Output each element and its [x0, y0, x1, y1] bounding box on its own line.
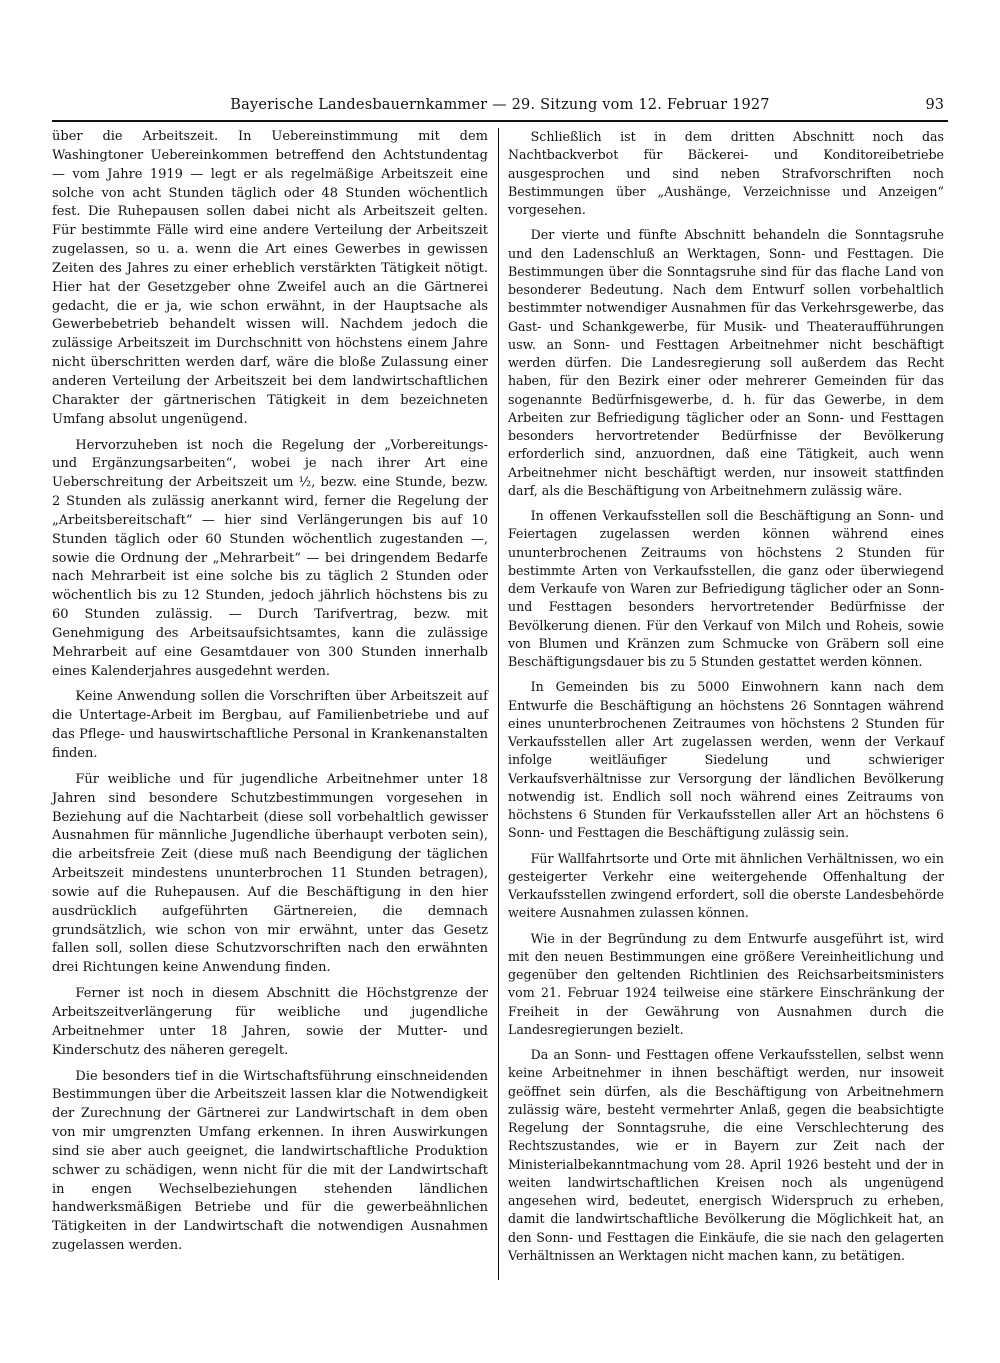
running-header	[52, 94, 948, 116]
paragraph: Die besonders tief in die Wirtschaftsführung einschneidenden Bestimmungen über die Arbeitszeit lassen klar die Notwendigkeit der Zurechnung der Gärtnerei zur Landwirtschaft in dem oben von mir umgrenzten Umfang erkennen. In ihren Auswirkungen sind sie aber auch geeignet, die landwirtschaftliche Produktion schwer zu schädigen, wenn nicht für die mit der Landwirtschaft in engen Wechselbeziehungen stehenden ländlichen handwerksmäßigen Betriebe und für die gewerbeähnlichen Tätigkeiten in der Landwirtschaft die notwendigen Ausnahmen zugelassen werden.	[52, 1068, 488, 1254]
page	[52, 0, 948, 1363]
paragraph: Der vierte und fünfte Abschnitt behandeln die Sonntagsruhe und den Ladenschluß an Werktagen, Sonn- und Festtagen. Die Bestimmungen über die Sonntagsruhe sind für das flache Land von besonderer Bedeutung. Nach dem Entwurf sollen vorbehaltlich bestimmter notwendiger Ausnahmen für das Verkehrsgewerbe, das Gast- und Schankgewerbe, für Musik- und Theateraufführungen usw. an Sonn- und Festtagen Arbeitnehmer nicht beschäftigt werden dürfen. Die Landesregierung soll außerdem das Recht haben, für den Bezirk einer oder mehrerer Gemeinden für das sogenannte Bedürfnisgewerbe, d. h. für das Gewerbe, in dem Arbeiten zur Befriedigung täglicher oder an Sonn- und Festtagen besonders hervortretender Bedürfnisse der Bevölkerung erforderlich sind, anzuordnen, daß eine Tätigkeit, auch wenn Arbeitnehmer nicht beschäftigt werden, nur insoweit stattfinden darf, als die Beschäftigung von Arbeitnehmern zulässig wäre.	[508, 227, 944, 498]
paragraph: Für weibliche und für jugendliche Arbeitnehmer unter 18 Jahren sind besondere Schutzbestimmungen vorgesehen in Beziehung auf die Nachtarbeit (diese soll vorbehaltlich gewisser Ausnahmen für männliche Jugendliche überhaupt verboten sein), die arbeitsfreie Zeit (diese muß nach Beendigung der täglichen Arbeitszeit mindestens ununterbrochen 11 Stunden betragen), sowie auf die Ruhepausen. Auf die Beschäftigung in den hier ausdrücklich aufgeführten Gärtnereien, die demnach grundsätzlich, wie schon von mir erwähnt, unter das Gesetz fallen soll, sollen diese Schutzvorschriften nach den erwähnten drei Richtungen keine Anwendung finden.	[52, 771, 488, 976]
left-column	[52, 128, 488, 1263]
paragraph: über die Arbeitszeit. In Uebereinstimmung mit dem Washingtoner Uebereinkommen betreffend den Achtstundentag — vom Jahre 1919 — legt er als regelmäßige Arbeitszeit eine solche von acht Stunden täglich oder 48 Stunden wöchentlich fest. Die Ruhepausen sollen dabei nicht als Arbeitszeit gelten. Für bestimmte Fälle wird eine andere Verteilung der Arbeitszeit zugelassen, so u. a. wenn die Art eines Gewerbes in gewissen Zeiten des Jahres zu einer erheblich verstärkten Tätigkeit nötigt. Hier hat der Gesetzgeber ohne Zweifel auch an die Gärtnerei gedacht, die er ja, wie schon erwähnt, in der Hauptsache als Gewerbebetrieb behandelt wissen will. Nachdem jedoch die zulässige Arbeitszeit im Durchschnitt von höchstens einem Jahre nicht überschritten werden darf, wäre die bloße Zulassung einer anderen Verteilung der Arbeitszeit bei dem landwirtschaftlichen Charakter der gärtnerischen Tätigkeit in dem bezeichneten Umfang absolut ungenügend.	[52, 129, 488, 427]
paragraph: Da an Sonn- und Festtagen offene Verkaufsstellen, selbst wenn keine Arbeitnehmer in ihnen beschäftigt werden, nur insoweit geöffnet sein dürfen, als die Beschäftigung von Arbeitnehmern zulässig wäre, besteht vermehrter Anlaß, gegen die beabsichtigte Regelung der Sonntagsruhe, die eine Verschlechterung des Rechtszustandes, wie er in Bayern zur Zeit nach der Ministerialbekanntmachung vom 28. April 1926 besteht und der in weiten landwirtschaftlichen Kreisen noch als ungenügend angesehen wird, bedeutet, energisch Widerspruch zu erheben, damit die landwirtschaftliche Bevölkerung die Möglichkeit hat, an den Sonn- und Festtagen die Einkäufe, die sie nach den gelagerten Verhältnissen an Werktagen nicht machen kann, zu betätigen.	[508, 1047, 944, 1263]
right-column	[508, 128, 944, 1272]
page-number: 93	[925, 97, 944, 113]
paragraph: In Gemeinden bis zu 5000 Einwohnern kann nach dem Entwurfe die Beschäftigung an höchstens 26 Sonntagen während eines ununterbrochenen Zeitraumes von höchstens 2 Stunden für Verkaufsstellen aller Art zugelassen werden, wenn der Verkauf infolge weitläufiger Siedelung und schwieriger Verkaufsverhältnisse zur Versorgung der ländlichen Bevölkerung notwendig ist. Endlich soll noch während eines Zeitraums von höchstens 6 Stunden für Verkaufsstellen aller Art an höchstens 6 Sonn- und Festtagen die Beschäftigung zulässig sein.	[508, 679, 944, 841]
paragraph: Für Wallfahrtsorte und Orte mit ähnlichen Verhältnissen, wo ein gesteigerter Verkehr eine weitergehende Offenhaltung der Verkaufsstellen zwingend erfordert, soll die oberste Landesbehörde weitere Ausnahmen zulassen können.	[508, 850, 944, 921]
header-rule	[52, 120, 948, 122]
paragraph: Wie in der Begründung zu dem Entwurfe ausgeführt ist, wird mit den neuen Bestimmungen eine größere Vereinheitlichung und gegenüber den geltenden Richtlinien des Reichsarbeitsministers vom 21. Februar 1924 teilweise eine stärkere Einschränkung der Freiheit in der Gewährung von Ausnahmen durch die Landesregierungen bezielt.	[508, 930, 944, 1037]
running-title: Bayerische Landesbauernkammer — 29. Sitzung vom 12. Februar 1927	[230, 97, 770, 113]
paragraph: Schließlich ist in dem dritten Abschnitt noch das Nachtbackverbot für Bäckerei- und Konditoreibetriebe ausgesprochen und sind neben Strafvorschriften noch Bestimmungen über „Aushänge, Verzeichnisse und Anzeigen“ vorgesehen.	[508, 129, 944, 217]
paragraph: In offenen Verkaufsstellen soll die Beschäftigung an Sonn- und Feiertagen zugelassen werden können während eines ununterbrochenen Zeitraums von höchstens 2 Stunden für bestimmte Arten von Verkaufsstellen, die ganz oder überwiegend dem Verkaufe von Waren zur Befriedigung täglicher oder an Sonn- und Festtagen besonders hervortretender Bedürfnisse der Bevölkerung dienen. Für den Verkauf von Milch und Roheis, sowie von Blumen und Kränzen zum Schmucke von Gräbern soll eine Beschäftigungsdauer bis zu 5 Stunden gestattet werden können.	[508, 508, 944, 669]
paragraph: Hervorzuheben ist noch die Regelung der „Vorbereitungs- und Ergänzungsarbeiten“, wobei je nach ihrer Art eine Ueberschreitung der Arbeitszeit um ½, bezw. eine Stunde, bezw. 2 Stunden als zulässig anerkannt wird, ferner die Regelung der „Arbeitsbereitschaft“ — hier sind Verlängerungen bis auf 10 Stunden täglich oder 60 Stunden wöchentlich zugestanden —, sowie die Ordnung der „Mehrarbeit“ — bei dringendem Bedarfe nach Mehrarbeit ist eine solche bis zu täglich 2 Stunden oder wöchentlich bis zu 12 Stunden, jedoch jährlich höchstens bis zu 60 Stunden zulässig. — Durch Tarifvertrag, bezw. mit Genehmigung des Arbeitsaufsichtsamtes, kann die zulässige Mehrarbeit auf eine Gesamtdauer von 300 Stunden innerhalb eines Kalenderjahres ausgedehnt werden.	[52, 437, 488, 679]
paragraph: Keine Anwendung sollen die Vorschriften über Arbeitszeit auf die Untertage-Arbeit im Bergbau, auf Familienbetriebe und auf das Pflege- und hauswirtschaftliche Personal in Krankenanstalten finden.	[52, 689, 488, 761]
paragraph: Ferner ist noch in diesem Abschnitt die Höchstgrenze der Arbeitszeitverlängerung für weibliche und jugendliche Arbeitnehmer unter 18 Jahren, sowie der Mutter- und Kinderschutz des näheren geregelt.	[52, 986, 488, 1058]
column-divider	[498, 128, 499, 1280]
